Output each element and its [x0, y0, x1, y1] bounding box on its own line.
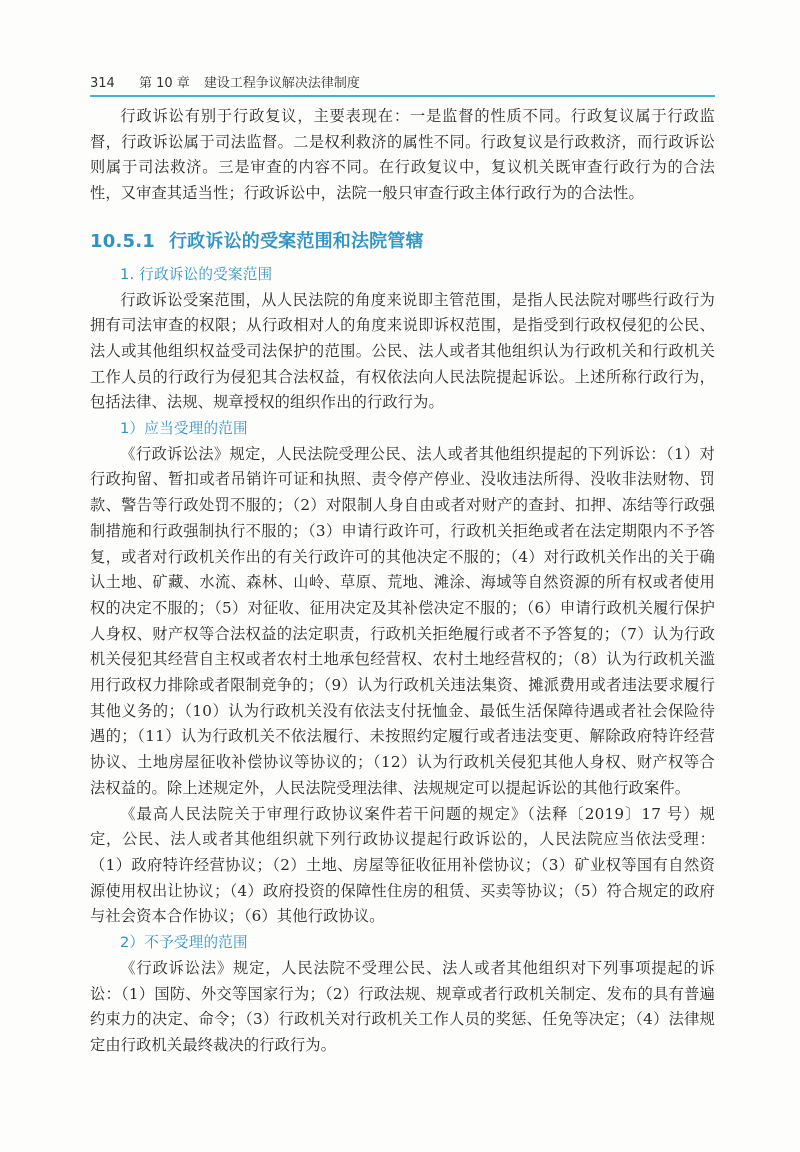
heading-excluded-scope: 2）不予受理的范围: [120, 934, 248, 952]
chapter-label: 第 10 章: [138, 76, 190, 91]
chapter-title: 建设工程争议解决法律制度: [203, 76, 360, 91]
running-header: [90, 72, 720, 96]
section-number: 10.5.1: [90, 230, 155, 252]
administrative-agreement-paragraph: 《最高人民法院关于审理行政协议案件若干问题的规定》（法释〔2019〕17 号）规定，公民、法人或者其他组织就下列行政协议提起行政诉讼的，人民法院应当依法受理：（1）政府特许经营协议；（2）土地、房屋等征收征用补偿协议；（3）矿业权等国有自然资源使用权出让协议；（4）政府投资的保障性住房的租赁、买卖等协议；（5）符合规定的政府与社会资本合作协议；（6）其他行政协议。: [90, 804, 715, 926]
header-rule: [90, 95, 715, 97]
intro-paragraph: 行政诉讼有别于行政复议，主要表现在：一是监督的性质不同。行政复议属于行政监督，行政诉讼属于司法监督。二是权利救济的属性不同。行政复议是行政救济，而行政诉讼则属于司法救济。三是审查的内容不同。在行政复议中，复议机关既审查行政行为的合法性，又审查其适当性；行政诉讼中，法院一般只审查行政主体行政行为的合法性。: [90, 107, 715, 203]
subsection-heading-scope: 1. 行政诉讼的受案范围: [120, 265, 273, 283]
accepted-scope-paragraph: 《行政诉讼法》规定，人民法院受理公民、法人或者其他组织提起的下列诉讼：（1）对行政拘留、暂扣或者吊销许可证和执照、责令停产停业、没收违法所得、没收非法财物、罚款、警告等行政处罚不服的；（2）对限制人身自由或者对财产的查封、扣押、冻结等行政强制措施和行政强制执行不服的；（3）申请行政许可，行政机关拒绝或者在法定期限内不予答复，或者对行政机关作出的有关行政许可的其他决定不服的；（4）对行政机关作出的关于确认土地、矿藏、水流、森林、山岭、草原、荒地、滩涂、海域等自然资源的所有权或者使用权的决定不服的；（5）对征收、征用决定及其补偿决定不服的；（6）申请行政机关履行保护人身权、财产权等合法权益的法定职责，行政机关拒绝履行或者不予答复的；（7）认为行政机关侵犯其经营自主权或者农村土地承包经营权、农村土地经营权的；（8）认为行政机关滥用行政权力排除或者限制竞争的；（9）认为行政机关违法集资、摊派费用或者违法要求履行其他义务的；（10）认为行政机关没有依法支付抚恤金、最低生活保障待遇或者社会保险待遇的；（11）认为行政机关不依法履行、未按照约定履行或者违法变更、解除政府特许经营协议、土地房屋征收补偿协议等协议的；（12）认为行政机关侵犯其他人身权、财产权等合法权益的。除上述规定外，人民法院受理法律、法规规定可以提起诉讼的其他行政案件。: [90, 444, 715, 797]
section-title: 行政诉讼的受案范围和法院管辖: [168, 230, 424, 252]
excluded-scope-paragraph: 《行政诉讼法》规定，人民法院不受理公民、法人或者其他组织对下列事项提起的诉讼：（1）国防、外交等国家行为；（2）行政法规、规章或者行政机关制定、发布的具有普遍约束力的决定、命令；（3）行政机关对行政机关工作人员的奖惩、任免等决定；（4）法律规定由行政机关最终裁决的行政行为。: [90, 958, 715, 1054]
body-text: [90, 104, 715, 1059]
page-number: 314: [90, 76, 115, 91]
section-heading: [90, 227, 715, 257]
scope-paragraph: 行政诉讼受案范围，从人民法院的角度来说即主管范围，是指人民法院对哪些行政行为拥有司法审查的权限；从行政相对人的角度来说即诉权范围，是指受到行政权侵犯的公民、法人或其他组织权益受司法保护的范围。公民、法人或者其他组织认为行政机关和行政机关工作人员的行政行为侵犯其合法权益，有权依法向人民法院提起诉讼。上述所称行政行为，包括法律、法规、规章授权的组织作出的行政行为。: [90, 290, 715, 412]
heading-accepted-scope: 1）应当受理的范围: [120, 420, 248, 438]
